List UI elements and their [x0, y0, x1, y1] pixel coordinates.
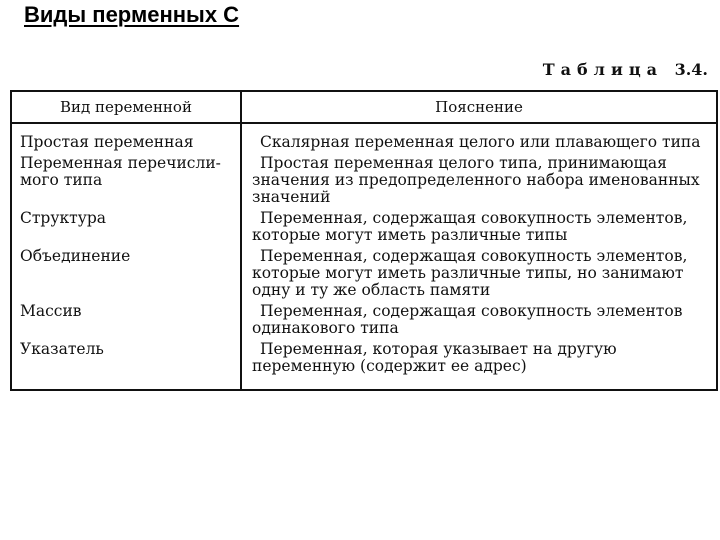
page-title: Виды перменных С [24, 2, 240, 27]
table-row [11, 341, 717, 390]
table-row [11, 303, 717, 341]
variable-type-cell: Указатель [11, 341, 241, 390]
explanation-cell: Скалярная переменная целого или плавающего типа [260, 133, 701, 151]
table-row [11, 155, 717, 210]
table-caption [543, 60, 708, 79]
table-caption-number: 3.4. [674, 60, 708, 79]
header-variable-type: Вид переменной [11, 91, 241, 123]
variable-type-cell: Структура [11, 210, 241, 248]
table-row [11, 123, 717, 155]
explanation-cell: Переменная, содержащая совокупность элементов одинакового типа [252, 302, 683, 337]
variable-type-cell: Простая переменная [11, 123, 241, 155]
variable-type-cell: Массив [11, 303, 241, 341]
table-caption-word: Таблица [542, 60, 664, 79]
variable-types-table [10, 90, 718, 391]
header-explanation: Пояснение [241, 91, 717, 123]
explanation-cell: Переменная, содержащая совокупность элементов, которые могут иметь различные типы [252, 209, 688, 244]
table-row [11, 210, 717, 248]
table-row [11, 248, 717, 303]
table-header-row [11, 91, 717, 123]
variable-type-cell: Объединение [11, 248, 241, 303]
explanation-cell: Переменная, которая указывает на другую переменную (содержит ее адрес) [252, 340, 617, 375]
explanation-cell: Переменная, содержащая совокупность элементов, которые могут иметь различные типы, но занимают одну и ту же область памяти [252, 247, 688, 299]
variable-type-cell: Переменная перечисли-мого типа [11, 155, 241, 210]
explanation-cell: Простая переменная целого типа, принимающая значения из предопределенного набора именованных значений [252, 154, 700, 206]
